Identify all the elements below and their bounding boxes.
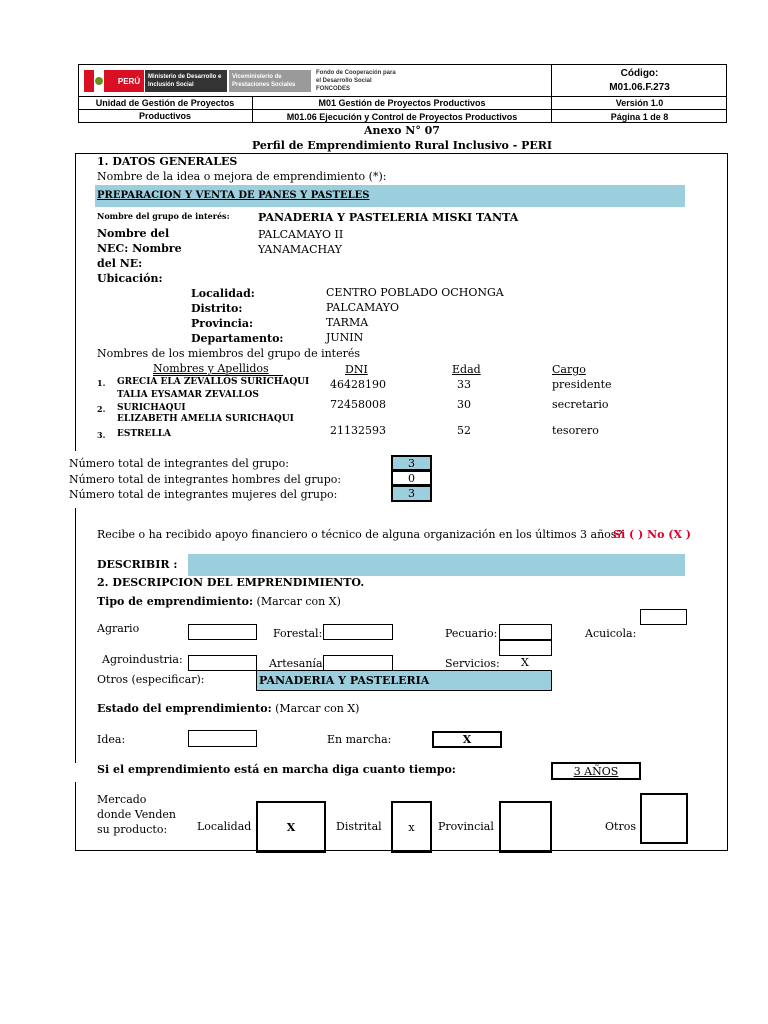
col-edad: Edad: [452, 363, 481, 376]
mujeres-value-field[interactable]: [391, 485, 432, 502]
unidad-label: Unidad de Gestión de Proyectos Productivos: [95, 98, 235, 121]
mercado-otros-checkbox[interactable]: [640, 793, 688, 844]
pecuario-label: Pecuario:: [445, 627, 498, 640]
peru-flag-logo: [84, 70, 114, 92]
mercado-localidad-label: Localidad: [197, 820, 252, 833]
idea-label: Nombre de la idea o mejora de emprendimiento (*):: [97, 170, 387, 183]
localidad-label: Localidad:: [191, 287, 255, 300]
agroindustria-checkbox[interactable]: [188, 655, 257, 671]
member-name: ELIZABETH AMELIA SURICHAQUI: [117, 414, 294, 424]
apoyo-value: Si ( ) No (X ): [613, 528, 692, 541]
member-num: 3.: [97, 430, 106, 440]
idea-value-field[interactable]: [95, 185, 685, 207]
nec-label-2: NEC: Nombre: [97, 242, 182, 255]
m0106-label: M01.06 Ejecución y Control de Proyectos Productivos: [286, 111, 518, 122]
mercado-label-3: su producto:: [97, 823, 168, 836]
artesania-label: Artesanía: [269, 657, 323, 670]
section2-title: 2. DESCRIPCION DEL EMPRENDIMIENTO.: [97, 576, 365, 589]
en-marcha-mark: X: [462, 733, 472, 746]
hombres-label: Número total de integrantes hombres del grupo:: [69, 473, 342, 486]
member-dni: 72458008: [330, 398, 386, 411]
mercado-localidad-mark: X: [286, 820, 296, 834]
grupo-label: Nombre del grupo de interés:: [97, 211, 230, 221]
ne-value: YANAMACHAY: [258, 243, 342, 256]
departamento-label: Departamento:: [191, 332, 284, 345]
mercado-localidad-checkbox[interactable]: [256, 801, 326, 853]
mercado-otros-label: Otros: [605, 820, 636, 833]
hombres-value: 0: [408, 471, 415, 485]
col-nombres: Nombres y Apellidos: [153, 362, 269, 375]
col-dni: DNI: [345, 363, 368, 376]
section1-title: 1. DATOS GENERALES: [97, 155, 238, 168]
member-cargo: secretario: [552, 398, 609, 411]
member-dni: 21132593: [330, 424, 386, 437]
agrario-checkbox[interactable]: [188, 624, 257, 640]
ubicacion-label: Ubicación:: [97, 272, 163, 285]
member-name-cont: SURICHAQUI: [117, 403, 186, 413]
forestal-checkbox[interactable]: [323, 624, 393, 640]
grupo-value: PANADERIA Y PASTELERIA MISKI TANTA: [258, 211, 519, 224]
total-value: 3: [408, 456, 415, 470]
tiempo-field[interactable]: [551, 762, 641, 780]
distrito-label: Distrito:: [191, 302, 243, 315]
agrario-label: Agrario: [97, 622, 140, 635]
acuicola-label: Acuicola:: [585, 627, 637, 640]
idea-value: PREPARACION Y VENTA DE PANES Y PASTELES: [97, 190, 370, 201]
provincia-value: TARMA: [326, 316, 369, 329]
member-edad: 30: [457, 398, 471, 411]
mercado-label-2: donde Venden: [97, 808, 176, 821]
pecuario-checkbox-2[interactable]: [499, 640, 552, 656]
codigo-label: Código:: [620, 67, 659, 79]
hombres-value-field[interactable]: [391, 470, 432, 486]
anexo-title: Anexo N° 07: [364, 124, 440, 137]
pagina-label: Página 1 de 8: [610, 111, 669, 122]
codigo-value: M01.06.F.273: [609, 81, 670, 93]
estado-label: Estado del emprendimiento: (Marcar con X): [97, 702, 360, 715]
en-marcha-label: En marcha:: [327, 733, 392, 746]
mercado-distrital-mark: x: [408, 820, 415, 834]
tiempo-label: Si el emprendimiento está en marcha diga cuanto tiempo:: [97, 763, 456, 776]
member-name: GRECIA ELA ZEVALLOS SURICHAQUI: [117, 377, 310, 387]
nec-value: PALCAMAYO II: [258, 228, 344, 241]
member-name: TALIA EYSAMAR ZEVALLOS: [117, 390, 259, 400]
mercado-distrital-checkbox[interactable]: [391, 801, 432, 853]
describir-field[interactable]: [188, 554, 685, 576]
vice-label: Viceministerio de Prestaciones Sociales: [229, 70, 311, 92]
perfil-title: Perfil de Emprendimiento Rural Inclusivo - PERI: [251, 139, 553, 152]
acuicola-checkbox[interactable]: [640, 609, 687, 625]
otros-especificar-value: PANADERIA Y PASTELERIA: [259, 674, 430, 687]
pecuario-checkbox[interactable]: [499, 624, 552, 640]
m01-label: M01 Gestión de Proyectos Productivos: [318, 98, 486, 108]
apoyo-label: Recibe o ha recibido apoyo financiero o técnico de alguna organización en los últimos 3 años?: [97, 528, 623, 541]
otros-especificar-label: Otros (especificar):: [97, 673, 205, 686]
otros-especificar-field[interactable]: [256, 670, 552, 691]
en-marcha-checkbox[interactable]: [432, 731, 502, 748]
mercado-provincial-label: Provincial: [438, 820, 494, 833]
mercado-distrital-label: Distrital: [336, 820, 382, 833]
servicios-mark[interactable]: X: [521, 656, 529, 669]
provincia-label: Provincia:: [191, 317, 254, 330]
mujeres-value: 3: [408, 487, 415, 500]
tipo-label: Tipo de emprendimiento: (Marcar con X): [97, 595, 341, 608]
member-cargo: tesorero: [552, 424, 599, 437]
artesania-checkbox[interactable]: [323, 655, 393, 671]
member-dni: 46428190: [330, 378, 386, 391]
miembros-label: Nombres de los miembros del grupo de interés: [97, 347, 361, 360]
departamento-value: JUNIN: [326, 331, 364, 344]
idea-option-label: Idea:: [97, 733, 126, 746]
member-cargo: presidente: [552, 378, 612, 391]
servicios-label: Servicios:: [445, 657, 500, 670]
total-label: Número total de integrantes del grupo:: [69, 457, 289, 470]
forestal-label: Forestal:: [273, 627, 323, 640]
fund-label: Fondo de Cooperación para el Desarrollo Social FONCODES: [316, 70, 396, 92]
total-value-field[interactable]: [391, 455, 432, 471]
col-nombres-underline: [153, 375, 283, 376]
distrito-value: PALCAMAYO: [326, 301, 400, 314]
agroindustria-label: Agroindustria:: [102, 653, 183, 666]
tiempo-value: 3 AÑOS: [573, 764, 619, 778]
member-name-cont: ESTRELLA: [117, 429, 172, 439]
member-edad: 33: [457, 378, 471, 391]
mercado-provincial-checkbox[interactable]: [499, 801, 552, 853]
mujeres-label: Número total de integrantes mujeres del grupo:: [69, 488, 338, 501]
version-label: Versión 1.0: [615, 98, 664, 108]
nec-label-3: del NE:: [97, 257, 143, 270]
describir-label: DESCRIBIR :: [97, 558, 178, 571]
col-cargo: Cargo: [552, 363, 586, 376]
member-num: 2.: [97, 404, 106, 414]
member-num: 1.: [97, 378, 106, 388]
nec-label-1: Nombre del: [97, 227, 170, 240]
ministry-label: Ministerio de Desarrollo e Inclusión Social: [145, 70, 227, 92]
mercado-label-1: Mercado: [97, 793, 147, 806]
idea-checkbox[interactable]: [188, 730, 257, 747]
peru-label: PERÚ: [114, 70, 144, 92]
member-edad: 52: [457, 424, 471, 437]
localidad-value: CENTRO POBLADO OCHONGA: [326, 286, 504, 299]
